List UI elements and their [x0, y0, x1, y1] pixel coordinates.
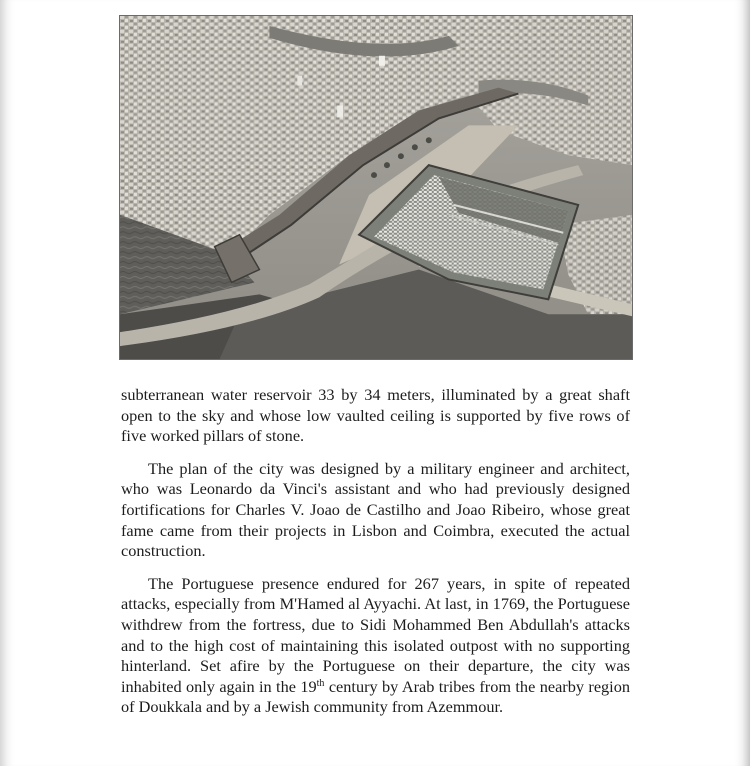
aerial-photo-fortified-city [119, 15, 633, 360]
paragraph-2 [121, 459, 630, 562]
paragraph-3-text-before: The Portuguese presence endured for 267 years, in spite of repeated attacks, especially from M'Hamed al Ayyachi. At last, in 1769, the Portuguese withdrew from the fortress, due to Sidi Mohammed Ben Abdullah's attacks and to the high cost of maintaining this isolated outpost with no supporting hinterland. Set afire by the Portuguese on their departure, the city was inhabited only again in the 19 [121, 573, 630, 696]
body-text [121, 385, 630, 730]
paragraph-3 [121, 574, 630, 718]
paragraph-3-text-after: century by Arab tribes from the nearby region of Doukkala and by a Jewish community from Azemmour. [121, 676, 630, 717]
ordinal-superscript: th [316, 677, 325, 689]
aerial-photo-illustration [120, 16, 632, 359]
paragraph-1 [121, 385, 630, 447]
paragraph-2-text: The plan of the city was designed by a military engineer and architect, who was Leonardo da Vinci's assistant and who had previously designed fortifications for Charles V. Joao de Castilho and Joao Ribeiro, whose great fame came from their projects in Lisbon and Coimbra, executed the actual construction. [121, 458, 630, 561]
paragraph-1-text: subterranean water reservoir 33 by 34 meters, illuminated by a great shaft open to the sky and whose low vaulted ceiling is supported by five rows of five worked pillars of stone. [121, 385, 630, 446]
